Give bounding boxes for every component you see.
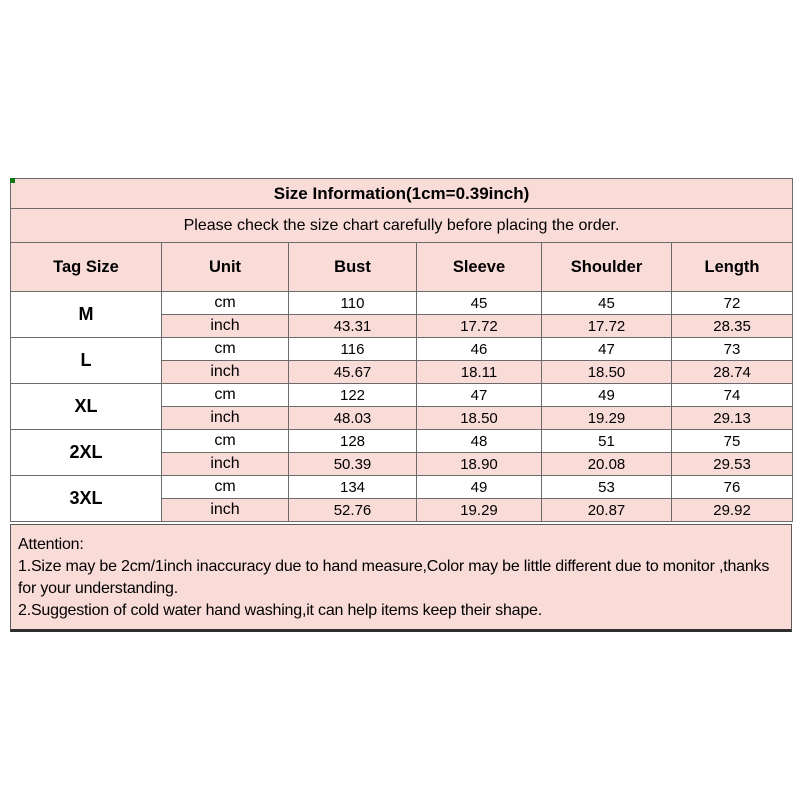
measurement-cell: 17.72 [417, 315, 542, 338]
size-row-cm [11, 430, 793, 453]
unit-cell-cm: cm [162, 292, 289, 315]
measurement-cell: 49 [417, 476, 542, 499]
size-rows [11, 292, 793, 522]
unit-cell-inch: inch [162, 407, 289, 430]
unit-cell-cm: cm [162, 476, 289, 499]
measurement-cell: 51 [542, 430, 672, 453]
measurement-cell: 43.31 [289, 315, 417, 338]
table-subtitle: Please check the size chart carefully before placing the order. [11, 209, 793, 243]
unit-cell-cm: cm [162, 338, 289, 361]
attention-heading: Attention: [18, 536, 84, 553]
measurement-cell: 29.92 [672, 499, 793, 522]
measurement-cell: 134 [289, 476, 417, 499]
unit-cell-inch: inch [162, 315, 289, 338]
unit-cell-cm: cm [162, 430, 289, 453]
size-table [10, 178, 793, 522]
unit-cell-inch: inch [162, 361, 289, 384]
measurement-cell: 49 [542, 384, 672, 407]
measurement-cell: 18.11 [417, 361, 542, 384]
title-row [11, 179, 793, 209]
measurement-cell: 48.03 [289, 407, 417, 430]
measurement-cell: 18.50 [542, 361, 672, 384]
measurement-cell: 45.67 [289, 361, 417, 384]
col-header-tag-size: Tag Size [11, 243, 162, 292]
tag-size-cell: L [11, 338, 162, 384]
unit-cell-inch: inch [162, 453, 289, 476]
size-row-cm [11, 384, 793, 407]
tag-size-cell: XL [11, 384, 162, 430]
measurement-cell: 48 [417, 430, 542, 453]
col-header-bust: Bust [289, 243, 417, 292]
measurement-cell: 73 [672, 338, 793, 361]
measurement-cell: 75 [672, 430, 793, 453]
measurement-cell: 17.72 [542, 315, 672, 338]
measurement-cell: 28.74 [672, 361, 793, 384]
tag-size-cell: M [11, 292, 162, 338]
attention-item-2: 2.Suggestion of cold water hand washing,it can help items keep their shape. [18, 602, 543, 619]
col-header-shoulder: Shoulder [542, 243, 672, 292]
measurement-cell: 47 [417, 384, 542, 407]
size-row-cm [11, 338, 793, 361]
measurement-cell: 45 [417, 292, 542, 315]
measurement-cell: 50.39 [289, 453, 417, 476]
attention-note [10, 524, 792, 632]
measurement-cell: 53 [542, 476, 672, 499]
col-header-length: Length [672, 243, 793, 292]
col-header-sleeve: Sleeve [417, 243, 542, 292]
measurement-cell: 20.87 [542, 499, 672, 522]
measurement-cell: 76 [672, 476, 793, 499]
measurement-cell: 18.90 [417, 453, 542, 476]
unit-cell-inch: inch [162, 499, 289, 522]
measurement-cell: 45 [542, 292, 672, 315]
measurement-cell: 47 [542, 338, 672, 361]
measurement-cell: 122 [289, 384, 417, 407]
measurement-cell: 29.13 [672, 407, 793, 430]
measurement-cell: 20.08 [542, 453, 672, 476]
measurement-cell: 19.29 [542, 407, 672, 430]
measurement-cell: 116 [289, 338, 417, 361]
measurement-cell: 110 [289, 292, 417, 315]
table-title: Size Information(1cm=0.39inch) [11, 179, 793, 209]
measurement-cell: 18.50 [417, 407, 542, 430]
size-chart-image [10, 178, 792, 632]
tag-size-cell: 2XL [11, 430, 162, 476]
attention-item-1: 1.Size may be 2cm/1inch inaccuracy due to hand measure,Color may be little different due to monitor ,thanks for your understanding. [18, 558, 770, 597]
column-header-row [11, 243, 793, 292]
measurement-cell: 46 [417, 338, 542, 361]
col-header-unit: Unit [162, 243, 289, 292]
measurement-cell: 128 [289, 430, 417, 453]
measurement-cell: 19.29 [417, 499, 542, 522]
measurement-cell: 74 [672, 384, 793, 407]
tag-size-cell: 3XL [11, 476, 162, 522]
unit-cell-cm: cm [162, 384, 289, 407]
size-row-cm [11, 476, 793, 499]
subtitle-row [11, 209, 793, 243]
corner-artifact-dot [10, 178, 15, 183]
measurement-cell: 28.35 [672, 315, 793, 338]
measurement-cell: 29.53 [672, 453, 793, 476]
measurement-cell: 72 [672, 292, 793, 315]
measurement-cell: 52.76 [289, 499, 417, 522]
size-row-cm [11, 292, 793, 315]
